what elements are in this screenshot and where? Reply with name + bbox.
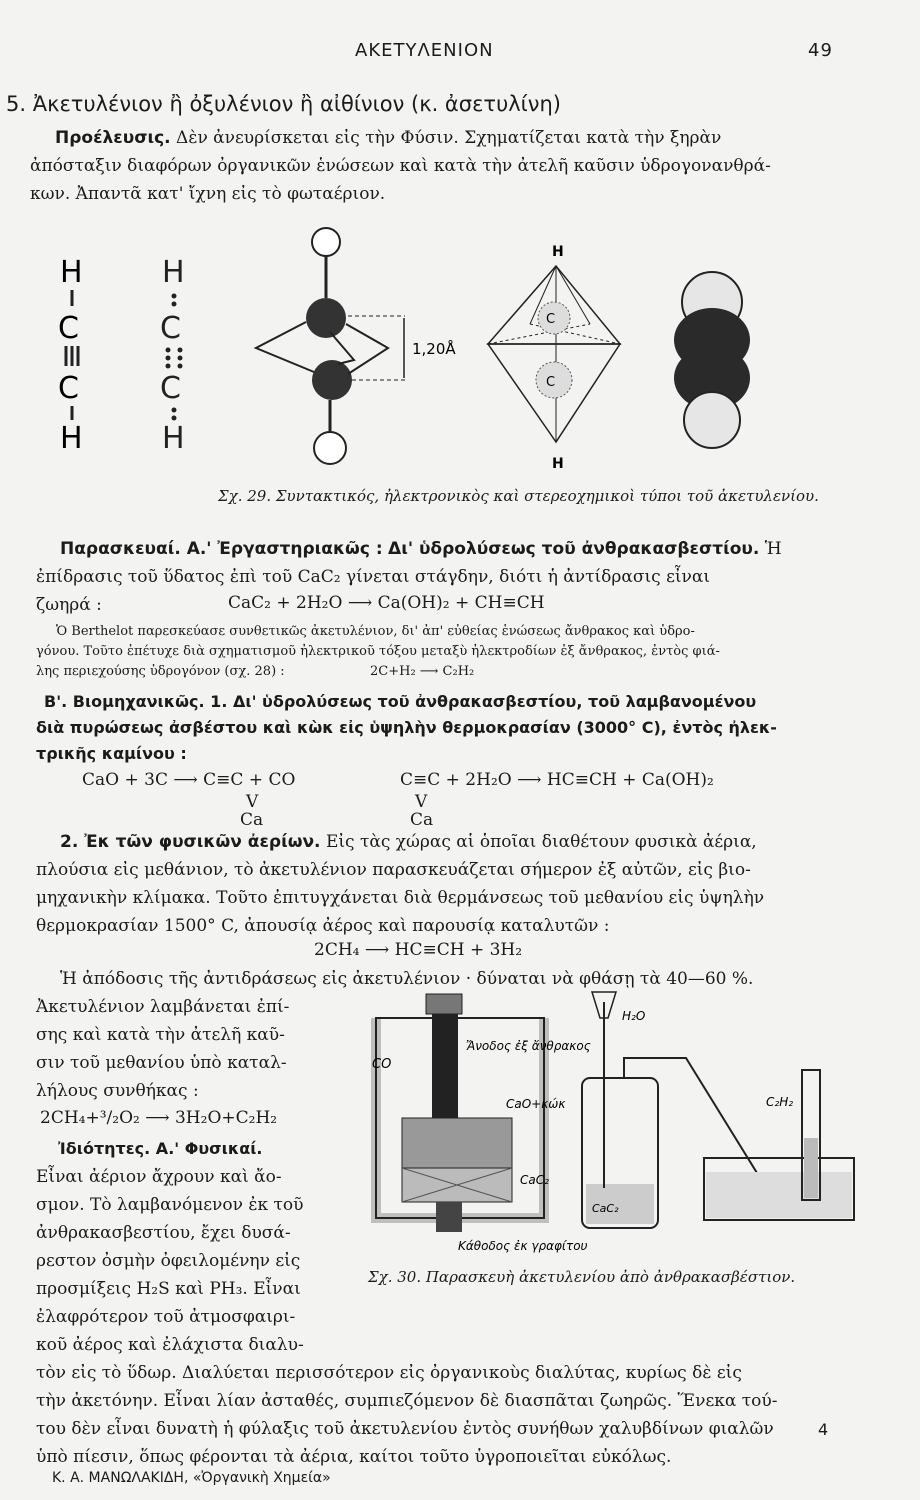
- collection-trough: [704, 1070, 854, 1220]
- sheet-number: 4: [818, 1420, 830, 1439]
- equation-partial-combustion: 2CH₄+³/₂O₂ ⟶ 3H₂O+C₂H₂: [40, 1108, 278, 1128]
- atom-c-2: C: [58, 371, 79, 406]
- proeleusis-line-2: ἀπόσταξιν διαφόρων ὀργανικῶν ἑνώσεων καὶ κατὰ τὴν ἀτελῆ καῦσιν ὑδρογονανθρά-: [30, 156, 771, 176]
- atom-c-1: C: [58, 311, 79, 346]
- proeleusis-label: Προέλευσις.: [55, 128, 171, 148]
- berthelot-line-2: γόνου. Τοῦτο ἐπέτυχε διὰ σχηματισμοῦ ἠλεκτρικοῦ τόξου μεταξὺ ἠλεκτροδίων ἐξ ἄνθρακος, ἐντὸς φιά-: [36, 644, 720, 659]
- electronic-formula: [160, 255, 185, 456]
- footer-signature: Κ. Α. ΜΑΝΩΛΑΚΙΔΗ, «Ὀργανικὴ Χημεία»: [52, 1470, 331, 1486]
- fysika-line-2: πλούσια εἰς μεθάνιον, τὸ ἀκετυλένιον παρασκευάζεται σήμερον ἐξ αὐτῶν, εἰς βιο-: [36, 860, 751, 880]
- equation-carbide-formation: CaO + 3C ⟶ C≡C + CO: [82, 770, 296, 790]
- leftcol-line-2: σης καὶ κατὰ τὴν ἀτελῆ καῦ-: [36, 1025, 285, 1045]
- oct-h-bottom: H: [552, 456, 564, 472]
- proeleusis-line-3: κων. Ἀπαντᾶ κατ' ἴχνη εἰς τὸ φωταέριον.: [30, 184, 386, 204]
- paraskeuai-tail: Ἡ: [764, 539, 782, 559]
- carbide-ca-2: Ca: [410, 810, 434, 830]
- proeleusis-line-1: [55, 124, 721, 152]
- carbide-v-2: V: [415, 792, 428, 812]
- space-filling-model: [674, 272, 750, 448]
- leftcol-line-4: λήλους συνθήκας :: [36, 1081, 199, 1101]
- fysika-label: 2. Ἐκ τῶν φυσικῶν ἀερίων.: [60, 832, 321, 852]
- label-anodos: Ἄνοδος ἐξ ἄνθρακος: [466, 1039, 591, 1053]
- berthelot-line-3: λης περιεχούσης ὑδρογόνον (σχ. 28) :: [36, 664, 285, 679]
- label-cao-kok: CaO+κώκ: [506, 1097, 566, 1111]
- label-c2h2: C₂H₂: [766, 1095, 794, 1109]
- properties-heading: Ἰδιότητες. Α.' Φυσικαί.: [58, 1139, 263, 1158]
- figure-30: [366, 988, 886, 1258]
- props-line-3: ἀνθρακασβεστίου, ἔχει δυσά-: [36, 1223, 291, 1243]
- structural-formula: [58, 255, 83, 456]
- props-line-7: κοῦ ἀέρος καὶ ἐλάχιστα διαλυ-: [36, 1335, 304, 1355]
- label-h2o: H₂O: [622, 1009, 646, 1023]
- props-line-6: ἐλαφρότερον τοῦ ἀτμοσφαιρι-: [36, 1307, 296, 1327]
- eatom-c-2: C: [160, 371, 181, 406]
- running-head: ΑΚΕΤΥΛΕΝΙΟΝ: [355, 40, 494, 61]
- fysika-line-1: [60, 828, 757, 856]
- viom-line-2: διὰ πυρώσεως ἀσβέστου καὶ κὼκ εἰς ὑψηλὴν θερμοκρασίαν (3000° C), ἐντὸς ἠλεκ-: [36, 718, 777, 737]
- leftcol-line-3: σιν τοῦ μεθανίου ὑπὸ καταλ-: [36, 1053, 287, 1073]
- bond-distance-label: 1,20Å: [412, 340, 456, 358]
- berthelot-line-1: Ὁ Berthelot παρεσκεύασε συνθετικῶς ἀκετυλένιον, δι' ἀπ' εὐθείας ἑνώσεως ἄνθρακος καὶ ὑδρο-: [56, 624, 695, 639]
- label-kathodos: Κάθοδος ἐκ γραφίτου: [458, 1239, 588, 1253]
- orbital-model: [488, 244, 620, 472]
- paraskeuai-bold: Δι' ὑδρολύσεως τοῦ ἀνθρακασβεστίου.: [388, 539, 760, 559]
- label-cac2-bottle: CaC₂: [592, 1202, 619, 1215]
- paraskeuai-label: Παρασκευαί. Α.' Ἐργαστηριακῶς :: [60, 539, 383, 559]
- atom-h-top: H: [60, 255, 83, 290]
- equation-methane-pyrolysis: 2CH₄ ⟶ HC≡CH + 3H₂: [314, 940, 523, 960]
- electric-furnace: [372, 994, 591, 1253]
- fysika-text-1: Εἰς τὰς χώρας αἱ ὁποῖαι διαθέτουν φυσικὰ ἀέρια,: [325, 832, 757, 852]
- fysika-line-4: θερμοκρασίαν 1500° C, ἀπουσίᾳ ἀέρος καὶ παρουσίᾳ καταλυτῶν :: [36, 916, 610, 936]
- proeleusis-text-1: Δὲν ἀνευρίσκεται εἰς τὴν Φύσιν. Σχηματίζεται κατὰ τὴν ξηρὰν: [176, 128, 722, 148]
- viom-line-3: τρικῆς καμίνου :: [36, 744, 187, 763]
- berthelot-equation: 2C+H₂ ⟶ C₂H₂: [370, 664, 475, 679]
- end-line-2: τὴν ἀκετόνην. Εἶναι λίαν ἀσταθές, συμπιεζόμενον δὲ διασπᾶται ζωηρῶς. Ἕνεκα τού-: [36, 1391, 778, 1411]
- carbide-v-1: V: [246, 792, 259, 812]
- equation-1: CaC₂ + 2H₂O ⟶ Ca(OH)₂ + CH≡CH: [228, 593, 545, 613]
- section-title: 5. Ἀκετυλένιον ἢ ὀξυλένιον ἢ αἰθίνιον (κ. ἀσετυλίνη): [6, 92, 561, 116]
- paraskeuai-line-2: ἐπίδρασις τοῦ ὕδατος ἐπὶ τοῦ CaC₂ γίνεται στάγδην, διότι ἡ ἀντίδρασις εἶναι: [36, 567, 711, 587]
- fig29-caption: Σχ. 29. Συντακτικός, ἠλεκτρονικὸς καὶ στερεοχημικοὶ τύποι τοῦ ἀκετυλενίου.: [218, 487, 819, 505]
- oct-c-2: C: [546, 375, 556, 390]
- ball-stick-model: [256, 228, 456, 464]
- atom-h-bottom: H: [60, 421, 83, 456]
- fig30-caption: Σχ. 30. Παρασκευὴ ἀκετυλενίου ἀπὸ ἀνθρακασβέστιον.: [368, 1268, 796, 1286]
- oct-c-1: C: [546, 312, 556, 327]
- yield-line: Ἡ ἀπόδοσις τῆς ἀντιδράσεως εἰς ἀκετυλένιον · δύναται νὰ φθάσῃ τὰ 40—60 %.: [60, 969, 754, 989]
- page-number: 49: [808, 40, 833, 61]
- props-line-1: Εἶναι ἀέριον ἄχρουν καὶ ἄο-: [36, 1167, 282, 1187]
- props-line-2: σμον. Τὸ λαμβανόμενον ἐκ τοῦ: [36, 1195, 304, 1215]
- eatom-c-1: C: [160, 311, 181, 346]
- end-line-4: ὑπὸ πίεσιν, ὅπως φέρονται τὰ ἀέρια, καίτοι τοῦτο ὑγροποιεῖται εὐκόλως.: [36, 1447, 672, 1467]
- oct-h-top: H: [552, 244, 564, 260]
- fysika-line-3: μηχανικὴν κλίμακα. Τοῦτο ἐπιτυγχάνεται διὰ θερμάνσεως τοῦ μεθανίου εἰς ὑψηλὴν: [36, 888, 765, 908]
- equation-carbide-hydrolysis: C≡C + 2H₂O ⟶ HC≡CH + Ca(OH)₂: [400, 770, 714, 790]
- viom-line-1: Β'. Βιομηχανικῶς. 1. Δι' ὑδρολύσεως τοῦ ἀνθρακασβεστίου, τοῦ λαμβανομένου: [44, 692, 757, 711]
- end-line-1: τὸν εἰς τὸ ὕδωρ. Διαλύεται περισσότερον εἰς ὀργανικοὺς διαλύτας, κυρίως δὲ εἰς: [36, 1363, 742, 1383]
- eatom-h-top: H: [162, 255, 185, 290]
- eatom-h-bottom: H: [162, 421, 185, 456]
- props-line-5: προσμίξεις H₂S καὶ PH₃. Εἶναι: [36, 1279, 301, 1299]
- label-cac2-furnace: CaC₂: [520, 1173, 549, 1187]
- leftcol-line-1: Ἀκετυλένιον λαμβάνεται ἐπί-: [36, 997, 290, 1017]
- end-line-3: του δὲν εἶναι δυνατὴ ἡ φύλαξις τοῦ ἀκετυλενίου ἐντὸς συνήθων χαλυβδίνων φιαλῶν: [36, 1419, 774, 1439]
- label-co: CO: [372, 1057, 392, 1072]
- figure-29: [30, 220, 880, 482]
- props-line-4: ρεστον ὀσμὴν ὀφειλομένην εἰς: [36, 1251, 301, 1271]
- paraskeuai-line-1: [60, 535, 782, 563]
- carbide-ca-1: Ca: [240, 810, 264, 830]
- paraskeuai-line-3: ζωηρά :: [36, 595, 102, 615]
